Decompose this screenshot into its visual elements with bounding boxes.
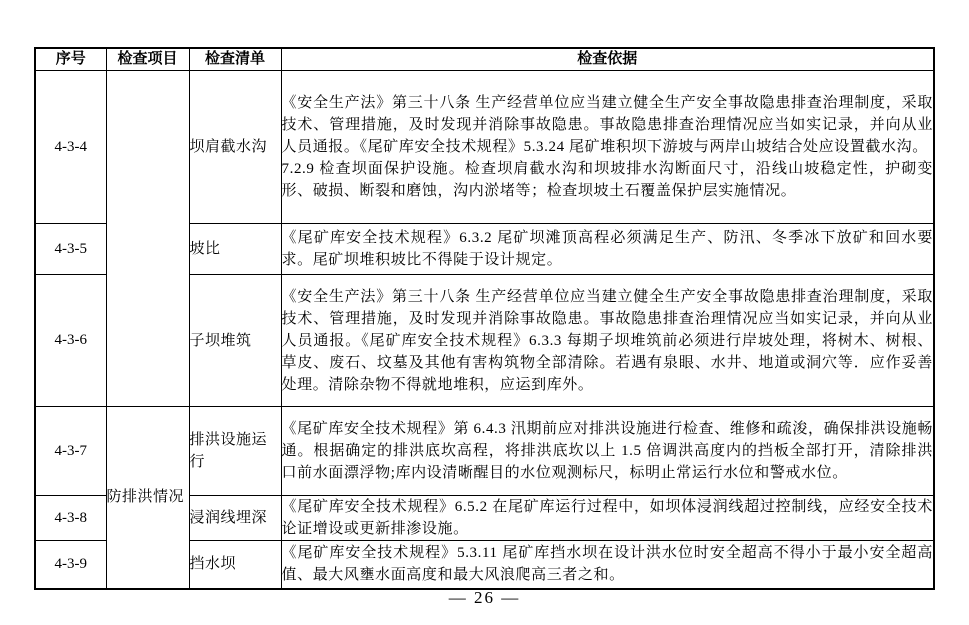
checklist-cell: 坡比 (189, 224, 281, 275)
header-checklist: 检查清单 (189, 48, 281, 71)
basis-cell (281, 71, 934, 224)
table-row-4-3-7 (35, 407, 934, 496)
basis-paragraph: 《尾矿库安全技术规程》第 6.4.3 汛期前应对排洪设施进行检查、维修和疏浚，确保排洪设施畅通。根据确定的排洪底坎高程，将排洪底坎以上 1.5 倍调洪高度内的挡板全部打开，清除排洪口前水面漂浮物;库内设清晰醒目的水位观测标尺，标明止常运行水位和警戒水位。 (281, 421, 933, 481)
basis-paragraph: 《尾矿库安全技术规程》5.3.11 尾矿库挡水坝在设计洪水位时安全超高不得小于最小安全超高值、最大风壅水面高度和最大风浪爬高三者之和。 (281, 545, 933, 584)
checklist-cell: 坝肩截水沟 (189, 71, 281, 224)
serial-cell: 4-3-9 (35, 541, 106, 589)
basis-paragraph: 7.2.9 检查坝面保护设施。检查坝肩截水沟和坝坡排水沟断面尺寸，沿线山坡稳定性，护砌变形、破损、断裂和磨蚀，沟内淤堵等；检查坝坡土石覆盖保护层实施情况。 (281, 161, 933, 199)
header-basis: 检查依据 (281, 48, 934, 71)
checklist-cell: 浸润线埋深 (189, 496, 281, 541)
basis-cell (281, 496, 934, 541)
serial-cell: 4-3-5 (35, 224, 106, 275)
serial-cell: 4-3-8 (35, 496, 106, 541)
table-row-4-3-4 (35, 71, 934, 224)
serial-cell: 4-3-7 (35, 407, 106, 496)
basis-cell (281, 541, 934, 589)
checklist-cell: 子坝堆筑 (189, 275, 281, 407)
page-number: — 26 — (448, 588, 521, 607)
inspection-table (34, 47, 935, 590)
header-project: 检查项目 (106, 48, 189, 71)
serial-cell: 4-3-4 (35, 71, 106, 224)
table-header-row (35, 48, 934, 71)
checklist-cell: 挡水坝 (189, 541, 281, 589)
project-cell-flood-control: 防排洪情况 (106, 407, 189, 589)
basis-paragraph: 《尾矿库安全技术规程》6.5.2 在尾矿库运行过程中，如坝体浸润线超过控制线，应经安全技术论证增设或更新排渗设施。 (281, 499, 933, 537)
checklist-cell: 排洪设施运行 (189, 407, 281, 496)
basis-cell (281, 275, 934, 407)
basis-cell (281, 407, 934, 496)
basis-paragraph: 《安全生产法》第三十八条 生产经营单位应当建立健全生产安全事故隐患排查治理制度，采取技术、管理措施，及时发现并消除事故隐患。事故隐患排查治理情况应当如实记录，并向从业人员通报。《尾矿库安全技术规程》6.3.3 每期子坝堆筑前必须进行岸坡处理，将树木、树根、草皮、废石、坟墓及其他有害构筑物全部清除。若遇有泉眼、水井、地道或洞穴等．应作妥善处理。清除杂物不得就地堆积，应运到库外。 (281, 288, 933, 393)
header-serial: 序号 (35, 48, 106, 71)
serial-cell: 4-3-6 (35, 275, 106, 407)
basis-paragraph: 《安全生产法》第三十八条 生产经营单位应当建立健全生产安全事故隐患排查治理制度，采取技术、管理措施，及时发现并消除事故隐患。事故隐患排查治理情况应当如实记录，并向从业人员通报。《尾矿库安全技术规程》5.3.24 尾矿堆积坝下游坡与两岸山坡结合处应设置截水沟。 (281, 95, 933, 155)
basis-paragraph: 《尾矿库安全技术规程》6.3.2 尾矿坝滩顶高程必须满足生产、防汛、冬季冰下放矿和回水要求。尾矿坝堆积坡比不得陡于设计规定。 (281, 230, 933, 268)
project-cell-empty (106, 71, 189, 407)
basis-cell (281, 224, 934, 275)
